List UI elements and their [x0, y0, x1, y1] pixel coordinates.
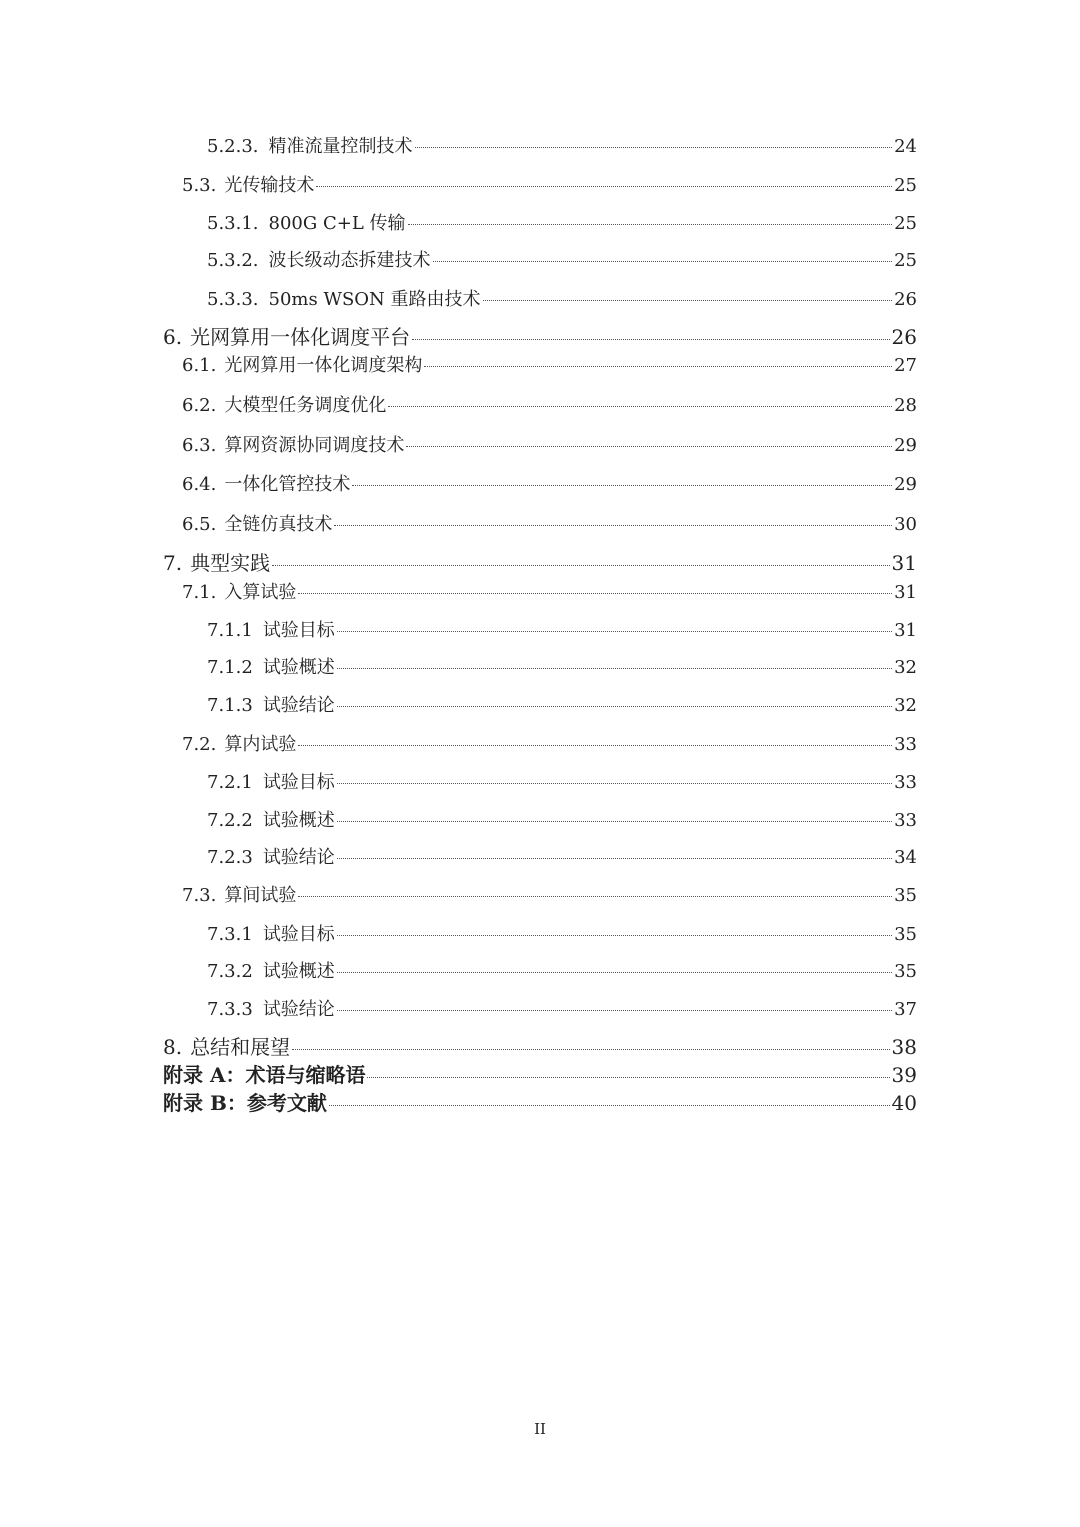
- toc-entry-title: 附录 A：术语与缩略语: [163, 1063, 366, 1087]
- toc-entry-6-5[interactable]: [182, 510, 917, 536]
- dot-leader: [298, 745, 892, 746]
- toc-entry-page: 35: [894, 961, 917, 982]
- toc-entry-7-2-1[interactable]: [207, 768, 917, 794]
- dot-leader: [408, 224, 893, 225]
- toc-entry-number: 7.3.: [182, 885, 217, 906]
- toc-entry-title: 总结和展望: [190, 1035, 291, 1059]
- toc-entry-page: 30: [894, 514, 917, 535]
- toc-entry-title: 全链仿真技术: [224, 514, 333, 535]
- toc-entry-page: 40: [891, 1091, 917, 1115]
- dot-leader: [337, 821, 892, 822]
- toc-entry-page: 31: [894, 582, 917, 603]
- toc-entry-title: 大模型任务调度优化: [224, 395, 387, 416]
- toc-entry-title: 试验结论: [262, 695, 335, 716]
- toc-entry-page: 31: [891, 551, 917, 575]
- toc-entry-page: 33: [894, 810, 917, 831]
- dot-leader: [352, 485, 892, 486]
- dot-leader: [412, 339, 889, 340]
- toc-entry-title: 算网资源协同调度技术: [224, 435, 405, 456]
- toc-entry-title: 典型实践: [190, 551, 271, 575]
- toc-entry-title: 光传输技术: [224, 175, 315, 196]
- toc-entry-title: 800G C+L 传输: [268, 213, 406, 234]
- toc-entry-6-3[interactable]: [182, 431, 917, 457]
- dot-leader: [329, 1105, 890, 1106]
- toc-entry-7-3-1[interactable]: [207, 920, 917, 946]
- toc-entry-page: 34: [894, 847, 917, 868]
- toc-entry-page: 24: [894, 136, 917, 157]
- dot-leader: [415, 147, 893, 148]
- toc-entry-page: 31: [894, 620, 917, 641]
- toc-entry-number: 7.1.: [182, 582, 217, 603]
- dot-leader: [298, 593, 892, 594]
- toc-entry-number: 7.3.3: [207, 999, 253, 1020]
- toc-entry-number: 5.3.3.: [207, 289, 259, 310]
- dot-leader: [337, 1010, 892, 1011]
- toc-entry-page: 26: [894, 289, 917, 310]
- dot-leader: [337, 972, 892, 973]
- toc-entry-number: 7.2.3: [207, 847, 253, 868]
- dot-leader: [433, 261, 893, 262]
- toc-entry-7-1-3[interactable]: [207, 691, 917, 717]
- toc-entry-5-3-2[interactable]: [207, 246, 917, 272]
- toc-entry-title: 波长级动态拆建技术: [268, 250, 431, 271]
- toc-entry-title: 试验结论: [262, 999, 335, 1020]
- toc-entry-7[interactable]: [163, 547, 917, 576]
- toc-entry-page: 32: [894, 695, 917, 716]
- toc-entry-title: 入算试验: [224, 582, 297, 603]
- toc-entry-title: 试验概述: [262, 657, 335, 678]
- toc-entry-number: 6.5.: [182, 514, 217, 535]
- dot-leader: [316, 186, 892, 187]
- toc-entry-number: 7.2.: [182, 734, 217, 755]
- dot-leader: [367, 1077, 889, 1078]
- dot-leader: [483, 300, 893, 301]
- toc-entry-number: 6.3.: [182, 435, 217, 456]
- toc-entry-7-3-3[interactable]: [207, 995, 917, 1021]
- dot-leader: [337, 783, 892, 784]
- toc-entry-7-2[interactable]: [182, 730, 917, 756]
- toc-entry-title: 试验概述: [262, 961, 335, 982]
- toc-entry-page: 27: [894, 355, 917, 376]
- toc-entry-number: 5.3.2.: [207, 250, 259, 271]
- dot-leader: [337, 858, 892, 859]
- toc-entry-title: 一体化管控技术: [224, 474, 351, 495]
- dot-leader: [337, 935, 892, 936]
- toc-entry-6[interactable]: [163, 321, 917, 350]
- toc-entry-title: 光网算用一体化调度平台: [190, 325, 411, 349]
- dot-leader: [337, 631, 892, 632]
- dot-leader: [406, 446, 892, 447]
- dot-leader: [337, 706, 892, 707]
- dot-leader: [334, 525, 892, 526]
- toc-entry-6-4[interactable]: [182, 470, 917, 496]
- toc-entry-7-1-2[interactable]: [207, 653, 917, 679]
- toc-entry-number: 6.4.: [182, 474, 217, 495]
- toc-entry-7-3[interactable]: [182, 881, 917, 907]
- toc-entry-number: 7.1.1: [207, 620, 253, 641]
- toc-entry-appendix-a[interactable]: [163, 1059, 917, 1088]
- toc-entry-page: 39: [891, 1063, 917, 1087]
- dot-leader: [388, 406, 892, 407]
- toc-entry-number: 7.: [163, 551, 183, 575]
- toc-entry-number: 6.2.: [182, 395, 217, 416]
- toc-entry-5-2-3[interactable]: [207, 132, 917, 158]
- toc-entry-7-2-2[interactable]: [207, 806, 917, 832]
- toc-entry-page: 25: [894, 250, 917, 271]
- toc-entry-page: 38: [891, 1035, 917, 1059]
- dot-leader: [298, 896, 892, 897]
- toc-entry-number: 7.3.2: [207, 961, 253, 982]
- toc-entry-number: 7.2.2: [207, 810, 253, 831]
- toc-entry-number: 7.3.1: [207, 924, 253, 945]
- toc-entry-title: 试验结论: [262, 847, 335, 868]
- toc-entry-title: 试验目标: [262, 924, 335, 945]
- toc-entry-title: 试验概述: [262, 810, 335, 831]
- toc-entry-title: 附录 B：参考文献: [163, 1091, 327, 1115]
- toc-entry-6-2[interactable]: [182, 391, 917, 417]
- toc-entry-7-1-1[interactable]: [207, 616, 917, 642]
- toc-entry-8[interactable]: [163, 1031, 917, 1060]
- toc-entry-page: 35: [894, 924, 917, 945]
- toc-entry-number: 8.: [163, 1035, 183, 1059]
- dot-leader: [272, 565, 889, 566]
- toc-entry-page: 25: [894, 213, 917, 234]
- toc-entry-title: 算内试验: [224, 734, 297, 755]
- toc-entry-number: 7.1.2: [207, 657, 253, 678]
- toc-entry-title: 50ms WSON 重路由技术: [268, 289, 481, 310]
- toc-entry-page: 35: [894, 885, 917, 906]
- toc-entry-7-3-2[interactable]: [207, 957, 917, 983]
- dot-leader: [424, 366, 892, 367]
- toc-entry-7-2-3[interactable]: [207, 843, 917, 869]
- page-number: II: [534, 1420, 546, 1438]
- toc-entry-page: 33: [894, 772, 917, 793]
- toc-entry-title: 光网算用一体化调度架构: [224, 355, 423, 376]
- toc-entry-number: 5.3.: [182, 175, 217, 196]
- toc-entry-5-3[interactable]: [182, 171, 917, 197]
- toc-entry-number: 6.: [163, 325, 183, 349]
- toc-entry-page: 32: [894, 657, 917, 678]
- toc-entry-7-1[interactable]: [182, 578, 917, 604]
- toc-entry-number: 5.3.1.: [207, 213, 259, 234]
- toc-entry-number: 6.1.: [182, 355, 217, 376]
- toc-entry-page: 26: [891, 325, 917, 349]
- toc-entry-5-3-1[interactable]: [207, 209, 917, 235]
- toc-entry-page: 29: [894, 474, 917, 495]
- toc-entry-page: 25: [894, 175, 917, 196]
- toc-entry-page: 28: [894, 395, 917, 416]
- toc-entry-number: 7.2.1: [207, 772, 253, 793]
- toc-entry-title: 算间试验: [224, 885, 297, 906]
- dot-leader: [292, 1049, 889, 1050]
- dot-leader: [337, 668, 892, 669]
- toc-entry-6-1[interactable]: [182, 351, 917, 377]
- toc-entry-page: 33: [894, 734, 917, 755]
- toc-entry-page: 37: [894, 999, 917, 1020]
- toc-entry-5-3-3[interactable]: [207, 285, 917, 311]
- toc-entry-appendix-b[interactable]: [163, 1087, 917, 1116]
- toc-entry-number: 5.2.3.: [207, 136, 259, 157]
- toc-entry-title: 试验目标: [262, 772, 335, 793]
- toc-entry-title: 试验目标: [262, 620, 335, 641]
- toc-entry-page: 29: [894, 435, 917, 456]
- toc-entry-title: 精准流量控制技术: [268, 136, 413, 157]
- toc-entry-number: 7.1.3: [207, 695, 253, 716]
